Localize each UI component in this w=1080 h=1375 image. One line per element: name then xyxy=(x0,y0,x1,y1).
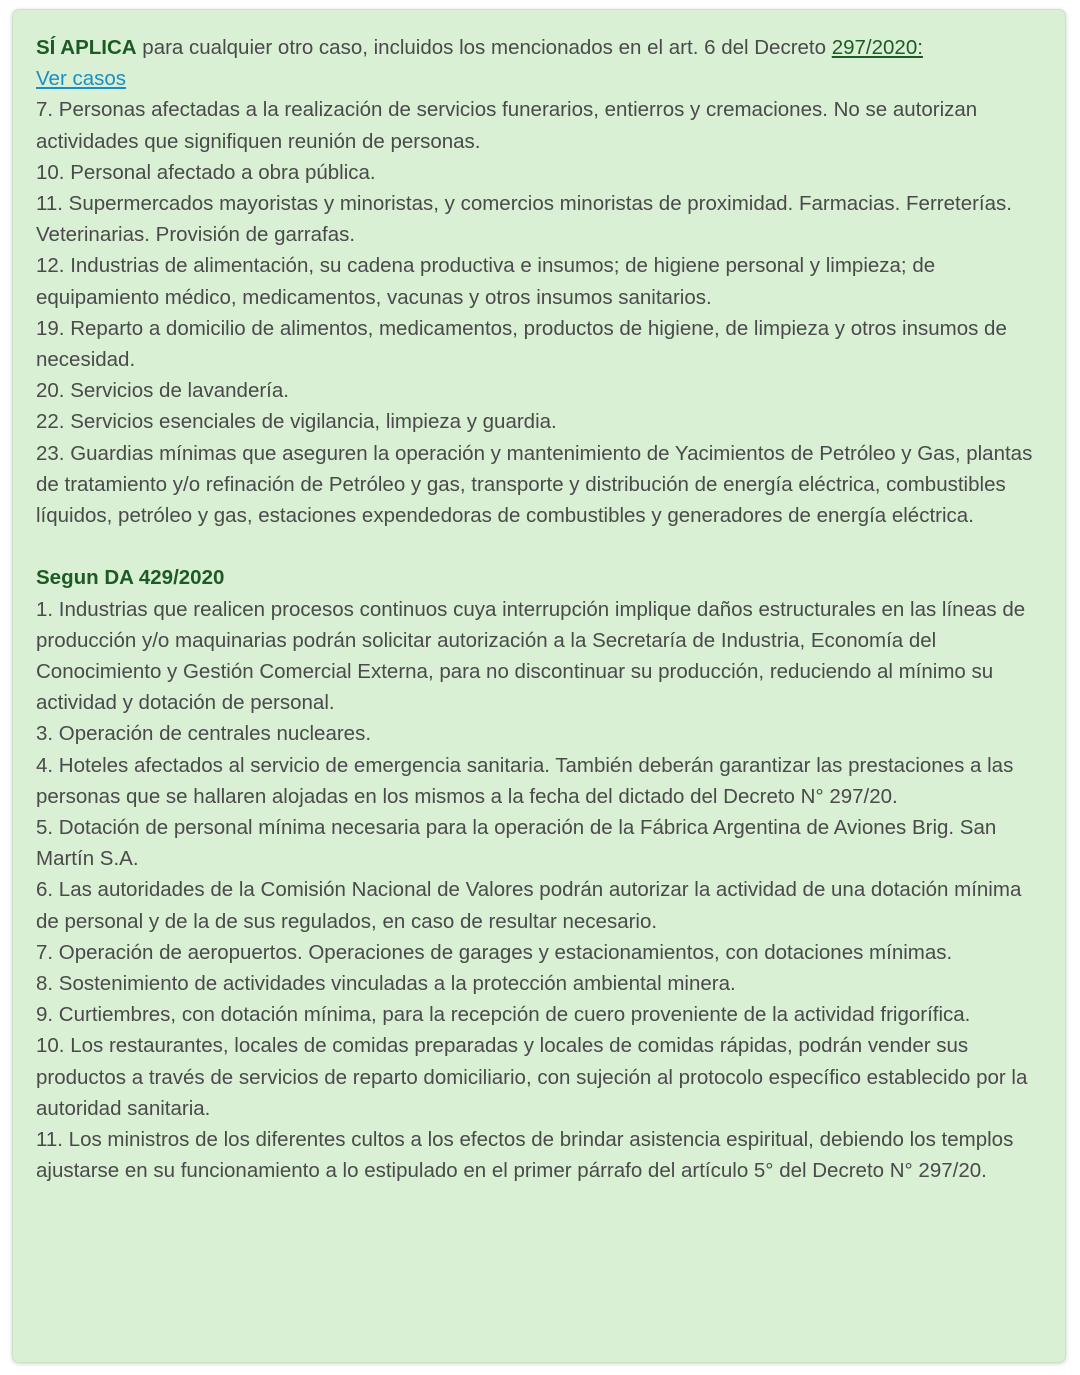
info-card xyxy=(12,9,1066,1363)
list-item: 10. Los restaurantes, locales de comidas preparadas y locales de comidas rápidas, podrán vender sus productos a través de servicios de reparto domiciliario, con sujeción al protocolo específico establecido por la autoridad sanitaria. xyxy=(36,1034,1028,1120)
list-item: 22. Servicios esenciales de vigilancia, limpieza y guardia. xyxy=(36,410,557,434)
list-item: 6. Las autoridades de la Comisión Nacional de Valores podrán autorizar la actividad de una dotación mínima de personal y de la de sus regulados, en caso de resultar necesario. xyxy=(36,878,1022,933)
section-title: Segun DA 429/2020 xyxy=(36,566,225,590)
list-item: 11. Los ministros de los diferentes cultos a los efectos de brindar asistencia espiritual, debiendo los templos ajustarse en su funcionamiento a lo estipulado en el primer párrafo del artículo 5° del Decreto N° 297/20. xyxy=(36,1128,1014,1183)
list-item: 11. Supermercados mayoristas y minoristas, y comercios minoristas de proximidad. Farmacias. Ferreterías. Veterinarias. Provisión de garrafas. xyxy=(36,192,1012,247)
decree-link[interactable]: 297/2020: xyxy=(831,36,923,59)
list-item: 10. Personal afectado a obra pública. xyxy=(36,160,376,184)
list-item: 20. Servicios de lavandería. xyxy=(36,379,289,403)
intro-paragraph xyxy=(36,32,1047,94)
view-cases-link[interactable]: Ver casos xyxy=(36,67,127,91)
list-item: 23. Guardias mínimas que aseguren la operación y mantenimiento de Yacimientos de Petróleo y Gas, plantas de tratamiento y/o refinación de Petróleo y gas, transporte y distribución de energía eléctrica, combustibles líquidos, petróleo y gas, estaciones expendedoras de combustibles y generadores de energía eléctrica. xyxy=(36,441,1033,528)
section-spacer xyxy=(36,531,1047,562)
list-item: 1. Industrias que realicen procesos continuos cuya interrupción implique daños estructurales en las líneas de producción y/o maquinarias podrán solicitar autorización a la Secretaría de Industria, Economía del Conocimiento y Gestión Comercial Externa, para no discontinuar su producción, reduciendo al mínimo su actividad y dotación de personal. xyxy=(36,597,1026,715)
list-item: 7. Personas afectadas a la realización de servicios funerarios, entierros y cremaciones. No se autorizan actividades que signifiquen reunión de personas. xyxy=(36,98,978,153)
items-list-b xyxy=(36,594,1047,1187)
list-item: 12. Industrias de alimentación, su cadena productiva e insumos; de higiene personal y limpieza; de equipamiento médico, medicamentos, vacunas y otros insumos sanitarios. xyxy=(36,254,936,309)
intro-text: para cualquier otro caso, incluidos los mencionados en el art. 6 del Decreto xyxy=(136,36,832,59)
list-item: 5. Dotación de personal mínima necesaria para la operación de la Fábrica Argentina de Aviones Brig. San Martín S.A. xyxy=(36,816,997,871)
list-item: 4. Hoteles afectados al servicio de emergencia sanitaria. También deberán garantizar las prestaciones a las personas que se hallaren alojadas en los mismos a la fecha del dictado del Decreto N° 297/20. xyxy=(36,753,1014,808)
list-item: 8. Sostenimiento de actividades vinculadas a la protección ambiental minera. xyxy=(36,972,736,996)
list-item: 9. Curtiembres, con dotación mínima, para la recepción de cuero proveniente de la actividad frigorífica. xyxy=(36,1003,971,1027)
list-item: 3. Operación de centrales nucleares. xyxy=(36,722,372,746)
list-item: 7. Operación de aeropuertos. Operaciones de garages y estacionamientos, con dotaciones mínimas. xyxy=(36,940,953,964)
list-item: 19. Reparto a domicilio de alimentos, medicamentos, productos de higiene, de limpieza y otros insumos de necesidad. xyxy=(36,316,1007,372)
applies-highlight: SÍ APLICA xyxy=(36,36,137,59)
items-list-a xyxy=(36,94,1047,531)
